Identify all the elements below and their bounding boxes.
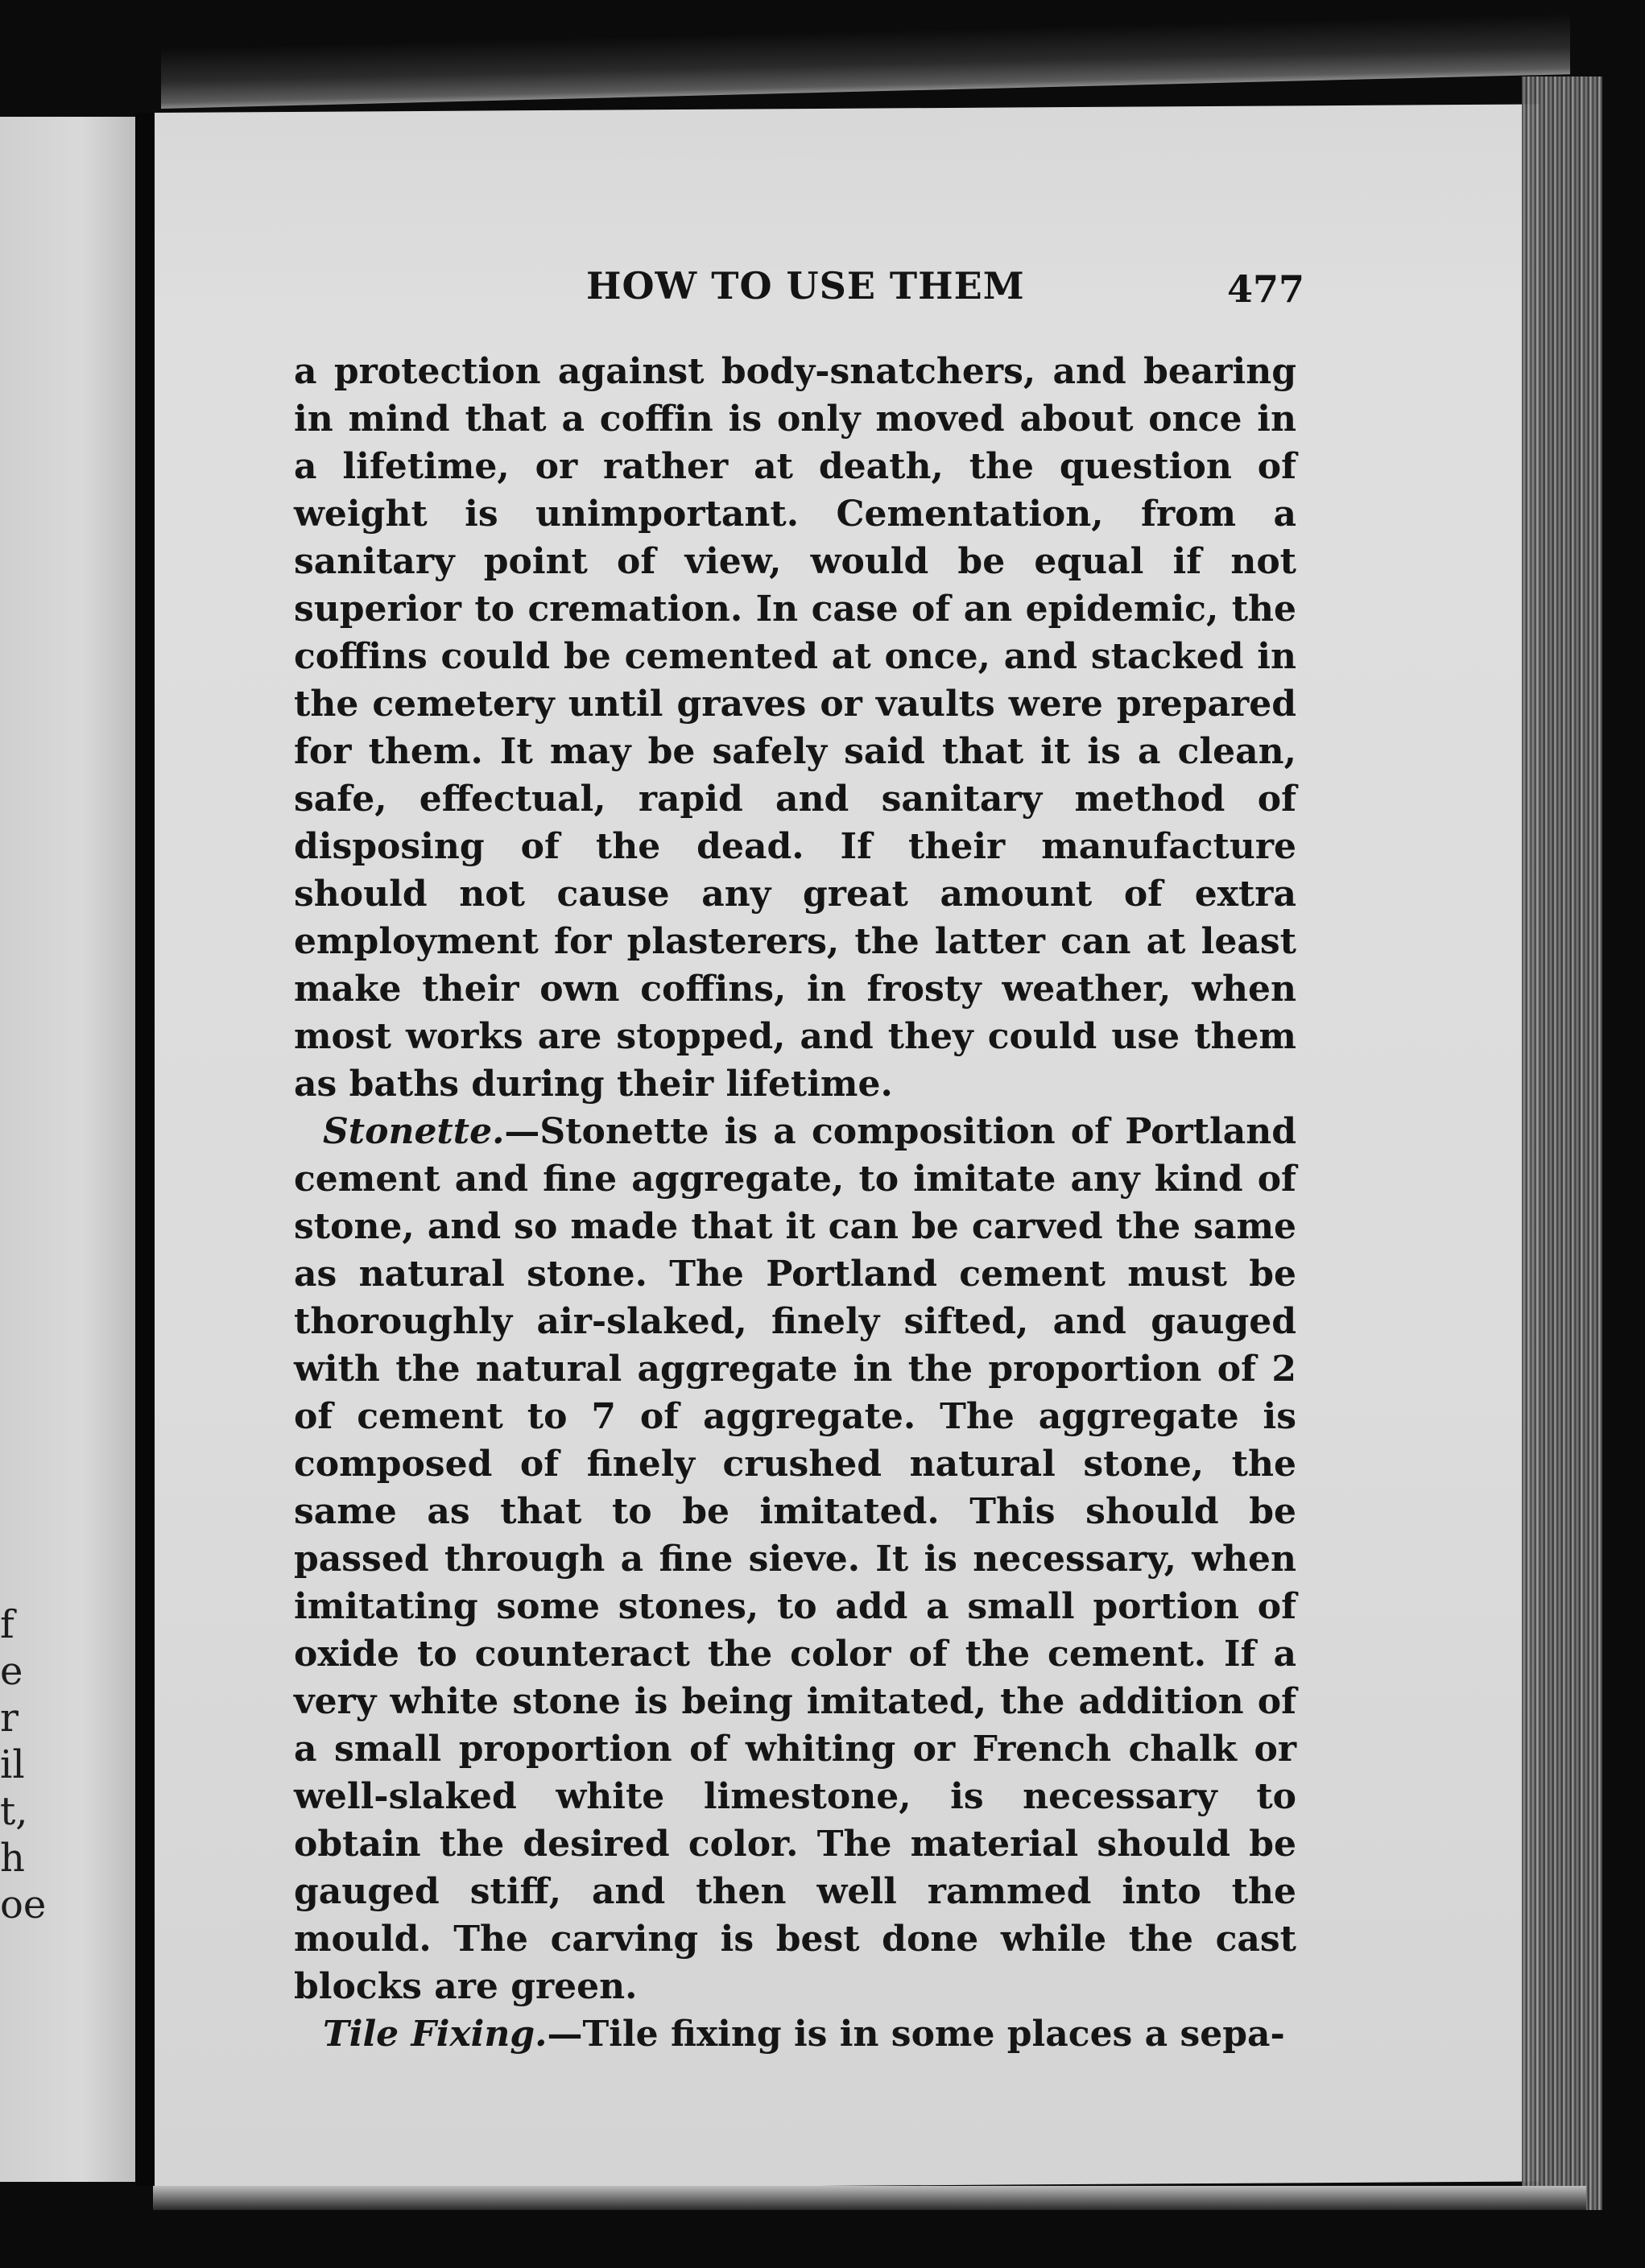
paragraph-lead: Stonette. [323, 1111, 505, 1152]
running-head: HOW TO USE THEM [586, 264, 1025, 308]
paragraph-lead: Tile Fixing. [323, 2014, 548, 2055]
facing-page-fragment: r [0, 1696, 19, 1741]
paragraph [294, 1108, 1296, 2010]
page-number: 477 [1226, 267, 1304, 311]
facing-page-fragment: h [0, 1836, 25, 1881]
facing-page-fragment: oe [0, 1882, 47, 1927]
paragraph [294, 348, 1296, 1108]
facing-page-fragment: f [0, 1602, 14, 1647]
page-body [294, 348, 1296, 2058]
paragraph [294, 2010, 1296, 2058]
book-top-edge [161, 14, 1570, 109]
paragraph-text: —Stonette is a composition of Portland cement and fine aggregate, to imitate any kind of stone, and so made that it can be carved the same as natural stone. The Portland cement must be thoroughly air-slaked, finely sifted, and gauged with the natural aggregate in the proportion of 2 of cement to 7 of aggregate. The aggregate is composed of finely crushed natural stone, the same as that to be imitated. This should be passed through a fine sieve. It is necessary, when imitating some stones, to add a small portion of oxide to counteract the color of the cement. If a very white stone is being imitated, the addition of a small proportion of whiting or French chalk or well-slaked white limestone, is necessary to obtain the desired color. The material should be gauged stiff, and then well rammed into the mould. The carving is best done while the cast blocks are green. [294, 1111, 1296, 2007]
facing-page-fragment: il [0, 1742, 25, 1787]
facing-page-fragment: t, [0, 1789, 28, 1834]
paragraph-text: a protection against body-snatchers, and bearing in mind that a coffin is only moved about once in a lifetime, or rather at death, the question of weight is unimportant. Cementation, from a sanitary point of view, would be equal if not superior to cremation. In case of an epidemic, the coffins could be cemented at once, and stacked in the cemetery until graves or vaults were prepared for them. It may be safely said that it is a clean, safe, effectual, rapid and sanitary method of disposing of the dead. If their manufacture should not cause any great amount of extra employment for plasterers, the latter can at least make their own coffins, in frosty weather, when most works are stopped, and they could use them as baths during their lifetime. [294, 351, 1296, 1105]
facing-page-fragment: e [0, 1649, 23, 1694]
book-bottom-edge [153, 2186, 1586, 2210]
page-header [266, 264, 1304, 312]
paragraph-text: —Tile fixing is in some places a sepa- [547, 2014, 1285, 2055]
page-edges [1522, 76, 1602, 2210]
